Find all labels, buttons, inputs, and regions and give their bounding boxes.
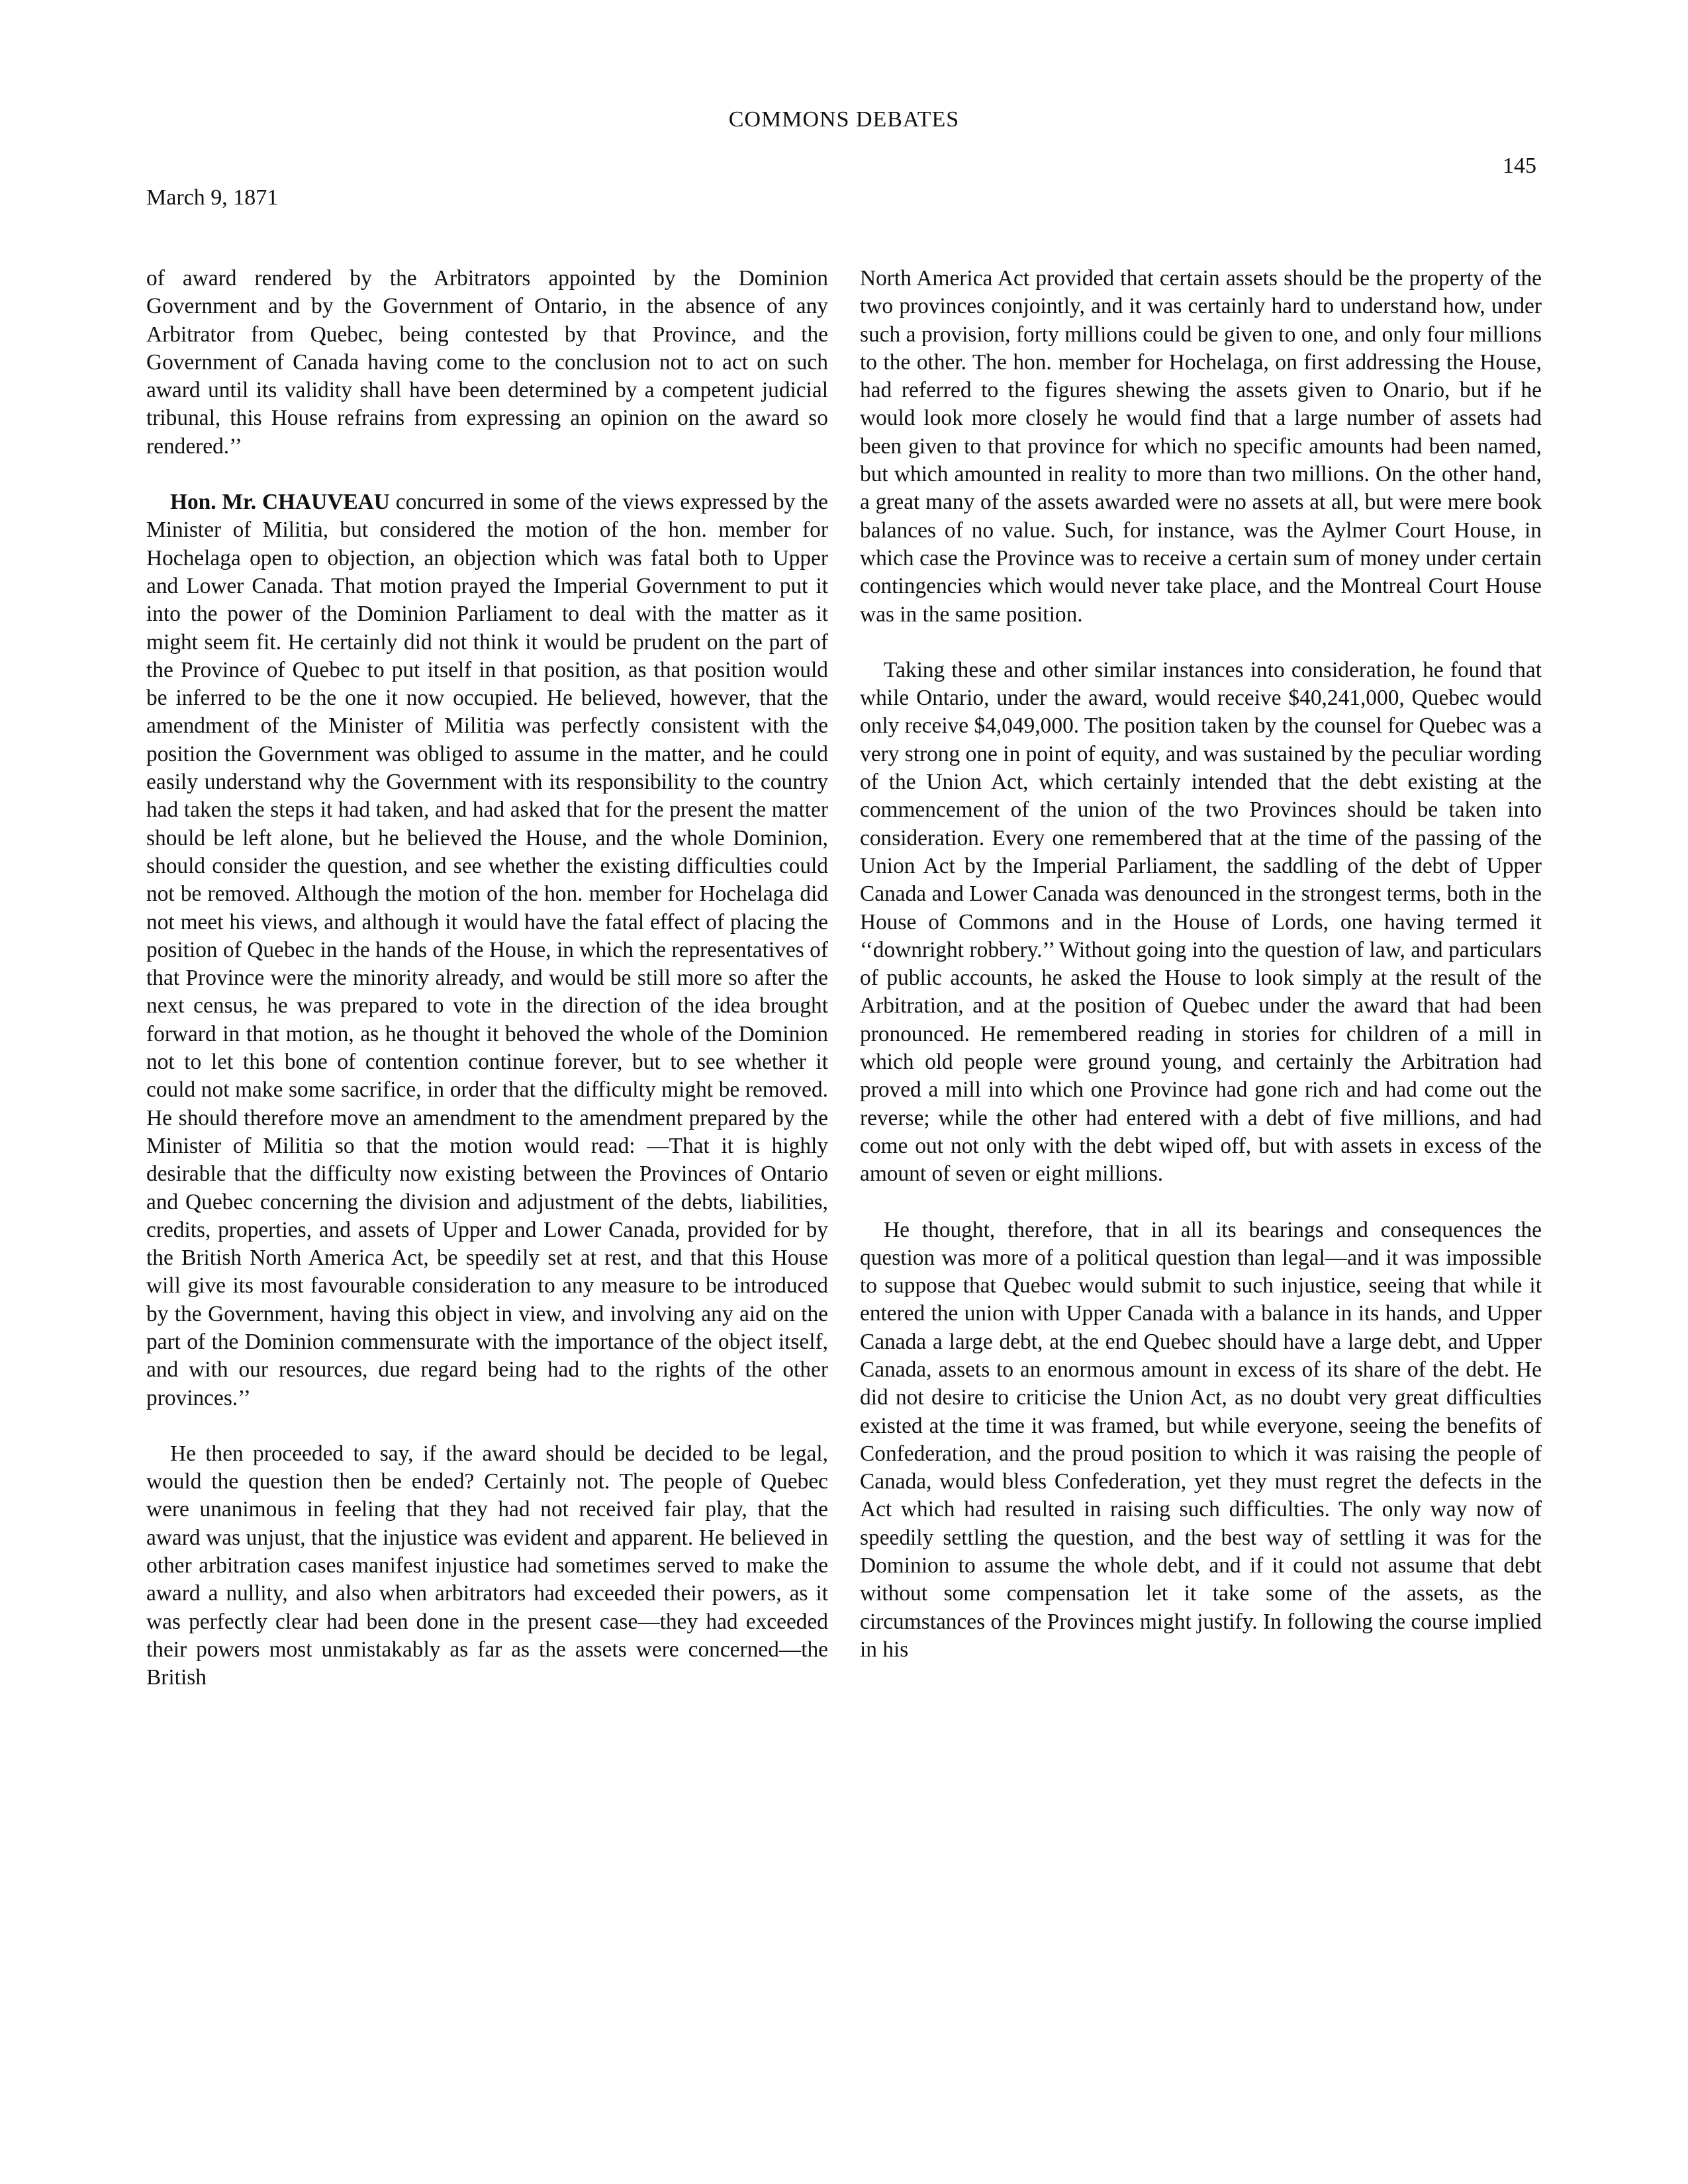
running-header: COMMONS DEBATES: [728, 107, 960, 132]
debate-date: March 9, 1871: [146, 185, 279, 210]
paragraph: [146, 488, 828, 1412]
right-column: [860, 265, 1542, 1692]
paragraph: He then proceeded to say, if the award should be decided to be legal, would the question then be ended? Certainly not. The people of Quebec were unanimous in feeling that they had not received fair play, that the award was unjust, that the injustice was evident and apparent. He believed in other arbitration cases manifest injustice had sometimes served to make the award a nullity, and also when arbitrators had exceeded their powers, as it was perfectly clear had been done in the present case—they had exceeded their powers most unmistakably as far as the assets were concerned—the British: [146, 1441, 828, 1690]
paragraph: Taking these and other similar instances into consideration, he found that while Ontario, under the award, would receive $40,241,000, Quebec would only receive $4,049,000. The position taken by the counsel for Quebec was a very strong one in point of equity, and was sustained by the peculiar wording of the Union Act, which certainly intended that the debt existing at the commencement of the union of the two Provinces should be taken into consideration. Every one remembered that at the time of the passing of the Union Act by the Imperial Parliament, the saddling of the debt of Upper Canada and Lower Canada was denounced in the strongest terms, both in the House of Commons and in the House of Lords, one having termed it ‘‘downright robbery.’’ Without going into the question of law, and particulars of public accounts, he asked the House to look simply at the result of the Arbitration, and at the position of Quebec under the award that had been pronounced. He remembered reading in stories for children of a mill in which old people were ground young, and certainly the Arbitration had proved a mill into which one Province had gone rich and had come out the reverse; while the other had entered with a debt of five millions, and had come out not only with the debt wiped off, but with assets in excess of the amount of seven or eight millions.: [860, 657, 1542, 1187]
paragraph-text: concurred in some of the views expressed by the Minister of Militia, but considered the motion of the hon. member for Hochelaga open to objection, an objection which was fatal both to Upper and Lower Canada. That motion prayed the Imperial Government to put it into the power of the Dominion Parliament to deal with the matter as it might seem fit. He certainly did not think it would be prudent on the part of the Province of Quebec to put itself in that position, as that position would be inferred to be the one it now occupied. He believed, however, that the amendment of the Minister of Militia was perfectly consistent with the position the Government was obliged to assume in the matter, and he could easily understand why the Government with its responsibility to the country had taken the steps it had taken, and had asked that for the present the matter should be left alone, but he believed the House, and the whole Dominion, should consider the question, and see whether the existing difficulties could not be removed. Although the motion of the hon. member for Hochelaga did not meet his views, and although it would have the fatal effect of placing the position of Quebec in the hands of the House, in which the representatives of that Province were the minority already, and would be still more so after the next census, he was prepared to vote in the direction of the idea brought forward in that motion, as he thought it behoved the whole of the Dominion not to let this bone of contention continue forever, but to see whether it could not make some sacrifice, in order that the difficulty might be removed. He should therefore move an amendment to the amendment prepared by the Minister of Militia so that the motion would read: —That it is highly desirable that the difficulty now existing between the Provinces of Ontario and Quebec concerning the division and adjustment of the debts, liabilities, credits, properties, and assets of Upper and Lower Canada, provided for by the British North America Act, be speedily set at rest, and that this House will give its most favourable consideration to any measure to be introduced by the Government, having this object in view, and involving any aid on the part of the Dominion commensurate with the importance of the object itself, and with our resources, due regard being had to the rights of the other provinces.’’: [146, 490, 828, 1410]
paragraph: North America Act provided that certain assets should be the property of the two provinces conjointly, and it was certainly hard to understand how, under such a provision, forty millions could be given to one, and only four millions to the other. The hon. member for Hochelaga, on first addressing the House, had referred to the figures shewing the assets given to Onario, but if he would look more closely he would find that a large number of assets had been given to that province for which no specific amounts had been named, but which amounted in reality to more than two millions. On the other hand, a great many of the assets awarded were no assets at all, but were mere book balances of no value. Such, for instance, was the Aylmer Court House, in which case the Province was to receive a certain sum of money under certain contingencies which would never take place, and the Montreal Court House was in the same position.: [860, 266, 1542, 627]
speaker-name: Hon. Mr. CHAUVEAU: [170, 490, 390, 515]
page-number: 145: [1503, 154, 1536, 178]
left-column: [146, 265, 828, 1720]
paragraph: He thought, therefore, that in all its bearings and consequences the question was more of a political question than legal—and it was impossible to suppose that Quebec would submit to such injustice, seeing that while it entered the union with Upper Canada with a balance in its hands, and Upper Canada a large debt, at the end Quebec should have a large debt, and Upper Canada, assets to an enormous amount in excess of its share of the debt. He did not desire to criticise the Union Act, as no doubt very great difficulties existed at the time it was framed, but while everyone, seeing the benefits of Confederation, and the proud position to which it was raising the people of Canada, would bless Confederation, yet they must regret the defects in the Act which had resulted in raising such difficulties. The only way now of speedily settling the question, and the best way of settling it was for the Dominion to assume the whole debt, and if it could not assume that debt without some compensation let it take some of the assets, as the circumstances of the Provinces might justify. In following the course implied in his: [860, 1217, 1542, 1662]
paragraph: of award rendered by the Arbitrators appointed by the Dominion Government and by the Government of Ontario, in the absence of any Arbitrator from Quebec, being contested by that Province, and the Government of Canada having come to the conclusion not to act on such award until its validity shall have been determined by a competent judicial tribunal, this House refrains from expressing an opinion on the award so rendered.’’: [146, 266, 828, 459]
